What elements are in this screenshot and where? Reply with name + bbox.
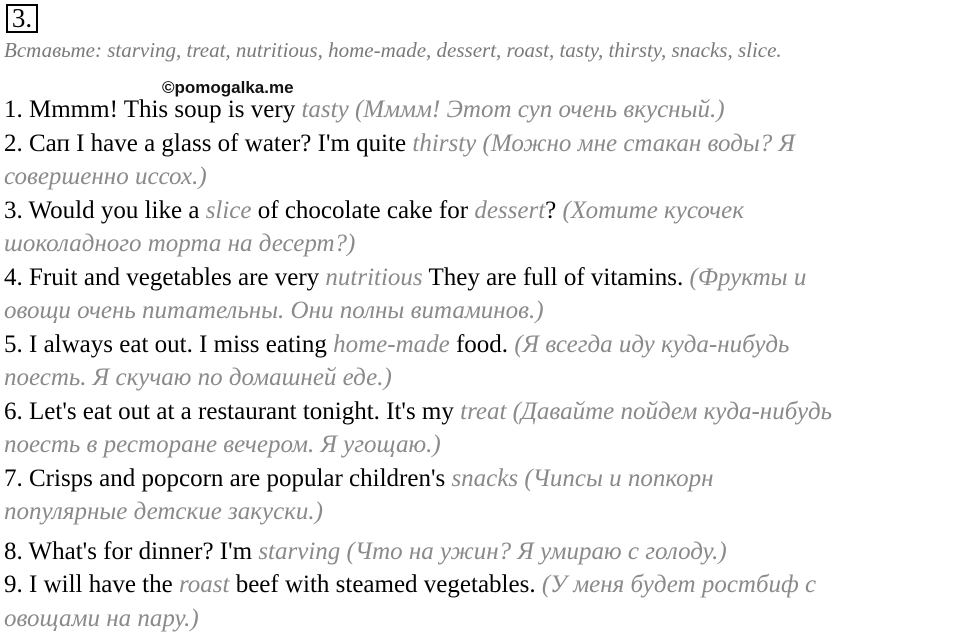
translation-text: поесть. Я скучаю по домашней еде.) [4,364,392,391]
sentence-text: 9. I will have the [4,571,179,598]
translation-text: (Хотите кусочек [562,196,744,224]
exercise-line [4,127,956,161]
translation-text: (Можно мне стакан воды? Я [476,129,795,157]
answer-word: snacks [451,464,519,492]
exercise-line [4,194,956,228]
sentence-text: They are full of vitamins. [422,263,690,291]
translation-text: (Я всегда иду куда-нибудь [514,330,790,358]
exercise-line [4,395,956,429]
exercise-line [4,495,956,529]
exercise-line [4,294,956,328]
answer-word: tasty [301,96,349,123]
translation-text: (Мммм! Этот суп очень вкусный.) [348,96,725,123]
sentence-text: 3. Would you like a [4,196,206,224]
sentence-text: 2. Сап I have a glass of water? I'm quite [4,129,413,157]
translation-text: (Давайте пойдем куда-нибудь [506,397,832,425]
sentence-text: 1. Mmmm! This soup is very [4,96,302,123]
sentence-text: 8. What's for dinner? I'm [4,537,259,565]
exercise-line [4,328,956,362]
answer-word: treat [460,397,507,425]
exercise-line [4,602,956,636]
answer-word: nutritious [325,263,423,291]
exercise-line [4,160,956,194]
exercise-line [4,93,956,127]
answer-word: dessert [474,196,546,224]
translation-text: совершенно иссох.) [4,163,207,190]
answer-word: roast [178,571,230,598]
sentence-text: 6. Let's eat out at a restaurant tonight. It's my [4,397,461,425]
translation-text: овощи очень питательны. Они полны витаминов.) [4,297,544,324]
translation-text: поесть в ресторане вечером. Я угощаю.) [4,431,441,458]
answer-word: thirsty [412,129,477,157]
translation-text: шоколадного торта на десерт?) [4,230,356,257]
exercise-line [4,361,956,395]
translation-text: популярные детские закуски.) [4,498,323,525]
answer-word: slice [205,196,252,224]
task-number: 3. [6,4,38,33]
exercise-line [4,227,956,261]
exercise-line [4,568,956,602]
exercise-line [4,261,956,295]
exercise-line [4,428,956,462]
sentence-text: of chocolate cake for [251,196,475,224]
exercise-line [4,535,956,569]
sentence-text: food. [449,330,515,358]
answer-word: home-made [333,330,450,358]
translation-text: овощами на пару.) [4,604,199,632]
translation-text: (Что на ужин? Я умираю с голоду.) [340,537,727,565]
sentence-text: 4. Fruit and vegetables are very [4,263,326,291]
sentence-text: beef with steamed vegetables. [229,571,542,598]
answer-word: starving [258,537,341,565]
instruction-text: Вставьте: starving, treat, nutritious, home-made, dessert, roast, tasty, thirsty, snacks, slice. [4,38,782,62]
sentence-text: 7. Crisps and popcorn are popular children's [4,464,452,492]
sentence-text: 5. I always eat out. I miss eating [4,330,334,358]
exercise-content [4,93,956,635]
translation-text: (Чипсы и попкорн [518,464,714,492]
watermark: ©pomogalka.me [162,78,294,97]
exercise-line [4,462,956,496]
translation-text: (Фрукты и [689,263,807,291]
translation-text: (У меня будет ростбиф с [541,571,817,598]
sentence-text: ? [545,196,563,224]
